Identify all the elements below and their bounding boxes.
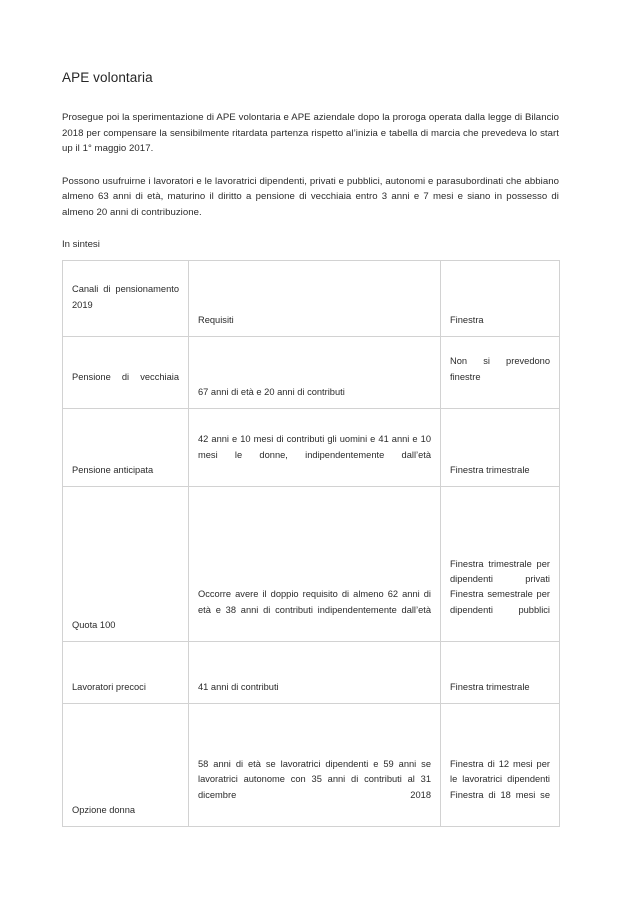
table-row — [63, 486, 560, 641]
table-lead-in-text: In sintesi — [62, 238, 100, 250]
window-text: Finestra trimestrale — [450, 465, 530, 476]
cell-channel — [63, 336, 189, 408]
header-cell-requirements — [189, 260, 441, 336]
requirements-text: Occorre avere il doppio requisito di almeno 62 anni di età e 38 anni di contributi indipendentemente dall’età — [198, 589, 431, 615]
cell-channel — [63, 408, 189, 486]
window-text: Finestra di 12 mesi per le lavoratrici dipendenti Finestra di 18 mesi se — [450, 758, 550, 800]
header-channel-label: Canali di pensionamento 2019 — [72, 284, 179, 310]
table-row — [63, 408, 560, 486]
cell-channel — [63, 641, 189, 703]
cell-window — [441, 486, 560, 641]
requirements-text: 67 anni di età e 20 anni di contributi — [198, 387, 345, 398]
cell-window — [441, 408, 560, 486]
header-window-label: Finestra — [450, 315, 484, 326]
table-row — [63, 641, 560, 703]
channel-label: Pensione anticipata — [72, 465, 154, 476]
channel-label: Quota 100 — [72, 620, 116, 631]
paragraph-requisiti-beneficiari: Possono usufruirne i lavoratori e le lavoratrici dipendenti, privati e pubblici, autonomi e parasubordinati che abbiano almeno 63 anni di età, maturino il diritto a pensione di vecchiaia entro 3 anni e 7 mesi e siano in possesso di almeno 20 anni di contribuzione. — [62, 175, 559, 218]
page-title: APE volontaria — [62, 70, 153, 85]
cell-requirements — [189, 703, 441, 826]
cell-window — [441, 336, 560, 408]
header-cell-channel — [63, 260, 189, 336]
channel-label: Opzione donna — [72, 805, 136, 816]
channel-label: Pensione di vecchiaia — [72, 371, 179, 382]
cell-window — [441, 703, 560, 826]
window-text: Finestra trimestrale per dipendenti privati Finestra semestrale per dipendenti pubblici — [450, 558, 550, 615]
requirements-text: 58 anni di età se lavoratrici dipendenti e 59 anni se lavoratrici autonome con 35 anni di contributi al 31 dicembre 2018 — [198, 758, 431, 800]
cell-requirements — [189, 641, 441, 703]
table-row — [63, 336, 560, 408]
pension-channels-table — [62, 260, 560, 827]
requirements-text: 41 anni di contributi — [198, 682, 279, 693]
cell-channel — [63, 703, 189, 826]
window-text: Finestra trimestrale — [450, 682, 530, 693]
channel-label: Lavoratori precoci — [72, 682, 146, 693]
cell-requirements — [189, 336, 441, 408]
cell-requirements — [189, 408, 441, 486]
cell-requirements — [189, 486, 441, 641]
paragraph-ape-sperimentazione: Prosegue poi la sperimentazione di APE volontaria e APE aziendale dopo la proroga operata dalla legge di Bilancio 2018 per compensare la sensibilmente ritardata partenza rispetto al’inizia e tabella di marcia che prevedeva lo start up il 1° maggio 2017. — [62, 112, 559, 155]
cell-channel — [63, 486, 189, 641]
document-content — [62, 70, 559, 827]
requirements-text: 42 anni e 10 mesi di contributi gli uomini e 41 anni e 10 mesi le donne, indipendentemente dall’età — [198, 434, 431, 460]
header-cell-window — [441, 260, 560, 336]
cell-window — [441, 641, 560, 703]
header-requirements-label: Requisiti — [198, 315, 234, 326]
table-row — [63, 703, 560, 826]
window-text: Non si prevedono finestre — [450, 356, 550, 382]
table-header-row — [63, 260, 560, 336]
